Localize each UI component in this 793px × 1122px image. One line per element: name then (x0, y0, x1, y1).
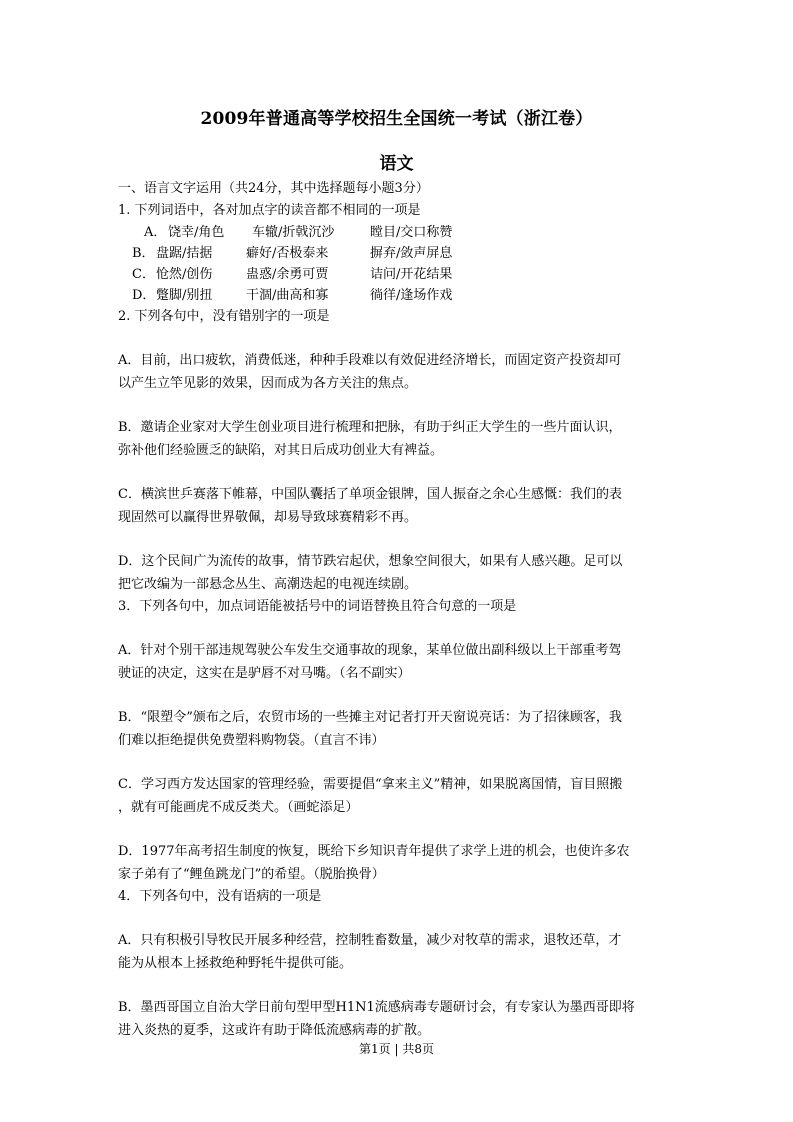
option-label: C． (132, 267, 155, 282)
option-label: B． (132, 246, 155, 261)
option-item: 干涸/曲高和寡 (246, 288, 329, 303)
option-item: 摒弃/敛声屏息 (370, 246, 453, 261)
option-line: 把它改编为一部悬念丛生、高潮迭起的电视连续剧。 (118, 577, 418, 592)
option-line: 弥补他们经验匮乏的缺陷，对其日后成功创业大有裨益。 (118, 443, 444, 458)
option-line: C．横滨世乒赛落下帷幕，中国队囊括了单项金银牌，国人振奋之余心生感慨：我们的表 (118, 487, 622, 502)
subject-heading: 语文 (379, 154, 414, 174)
q1-option-b (118, 243, 678, 264)
option-item: 蛊惑/余勇可贾 (246, 267, 329, 282)
option-label: A． (144, 225, 167, 240)
option-item: 怆然/创伤 (156, 267, 213, 282)
option-line: A．只有积极引导牧民开展多种经营，控制牲畜数量，减少对牧草的需求，退牧还草，才 (118, 933, 622, 948)
section-heading: 一、语言文字运用（共24分，其中选择题每小题3分） (118, 181, 429, 196)
option-item: 蹩脚/别扭 (156, 288, 213, 303)
option-item: 瞠目/交口称赞 (370, 225, 453, 240)
option-line: 现固然可以赢得世界敬佩，却易导致球赛精彩不再。 (118, 510, 418, 525)
q1-option-d (118, 285, 678, 306)
question-2-stem: 2. 下列各句中，没有错别字的一项是 (118, 309, 330, 324)
q2-option-c (118, 483, 678, 529)
option-line: 以产生立竿见影的效果，因而成为各方关注的焦点。 (118, 376, 418, 391)
q3-option-a (118, 639, 678, 685)
option-line: 们难以拒绝提供免费塑料购物袋。（直言不讳） (118, 733, 385, 748)
q3-option-c (118, 773, 678, 819)
question-1-stem: 1. 下列词语中，各对加点字的读音都不相同的一项是 (118, 203, 421, 218)
option-item: 徜徉/逢场作戏 (370, 288, 453, 303)
option-line: ，就有可能画虎不成反类犬。（画蛇添足） (118, 800, 359, 815)
option-line: 驶证的决定，这实在是驴唇不对马嘴。（名不副实） (118, 666, 411, 681)
option-line: B．邀请企业家对大学生创业项目进行梳理和把脉，有助于纠正大学生的一些片面认识， (118, 420, 622, 435)
option-item: 癖好/否极泰来 (246, 246, 329, 261)
q2-option-d (118, 550, 678, 596)
q1-option-a (118, 222, 678, 243)
q4-option-b (118, 996, 678, 1042)
page-footer: 第1页 | 共8页 (359, 1042, 434, 1056)
option-item: 饶幸/角色 (168, 225, 225, 240)
option-line: 家子弟有了“鲤鱼跳龙门”的希望。（脱胎换骨） (118, 867, 385, 882)
option-line: 进入炎热的夏季，这或许有助于降低流感病毒的扩散。 (118, 1023, 431, 1038)
question-4-stem: 4．下列各句中，没有语病的一项是 (118, 889, 322, 904)
option-item: 车辙/折戟沉沙 (252, 225, 335, 240)
exam-title: 2009年普通高等学校招生全国统一考试（浙江卷） (200, 109, 593, 129)
document-body (118, 178, 678, 1042)
option-line: B．墨西哥国立自治大学日前句型甲型H1N1流感病毒专题研讨会，有专家认为墨西哥即将 (118, 1000, 635, 1015)
option-line: A．目前，出口疲软，消费低迷，种种手段难以有效促进经济增长，而固定资产投资却可 (118, 353, 622, 368)
q2-option-b (118, 416, 678, 462)
option-line: C．学习西方发达国家的管理经验，需要提倡“拿来主义”精神，如果脱离国情，盲目照搬 (118, 777, 623, 792)
option-line: B．“限塑令”颁布之后，农贸市场的一些摊主对记者打开天窗说亮话：为了招徕顾客，我 (118, 710, 622, 725)
option-line: 能为从根本上拯救绝种野牦牛提供可能。 (118, 956, 353, 971)
option-line: D．1977年高考招生制度的恢复，既给下乡知识青年提供了求学上进的机会，也使许多农 (118, 844, 630, 859)
option-line: D．这个民间广为流传的故事，情节跌宕起伏，想象空间很大，如果有人感兴趣。足可以 (118, 554, 623, 569)
q4-option-a (118, 929, 678, 975)
option-item: 诘问/开花结果 (370, 267, 453, 282)
option-label: D． (132, 288, 156, 303)
option-item: 盘踞/拮据 (156, 246, 213, 261)
q3-option-b (118, 706, 678, 752)
q2-option-a (118, 349, 678, 395)
option-line: A．针对个别干部违规驾驶公车发生交通事故的现象，某单位做出副科级以上干部重考驾 (118, 643, 622, 658)
q1-option-c (118, 264, 678, 285)
q3-option-d (118, 840, 678, 886)
question-3-stem: 3．下列各句中，加点词语能被括号中的词语替换且符合句意的一项是 (118, 599, 517, 614)
